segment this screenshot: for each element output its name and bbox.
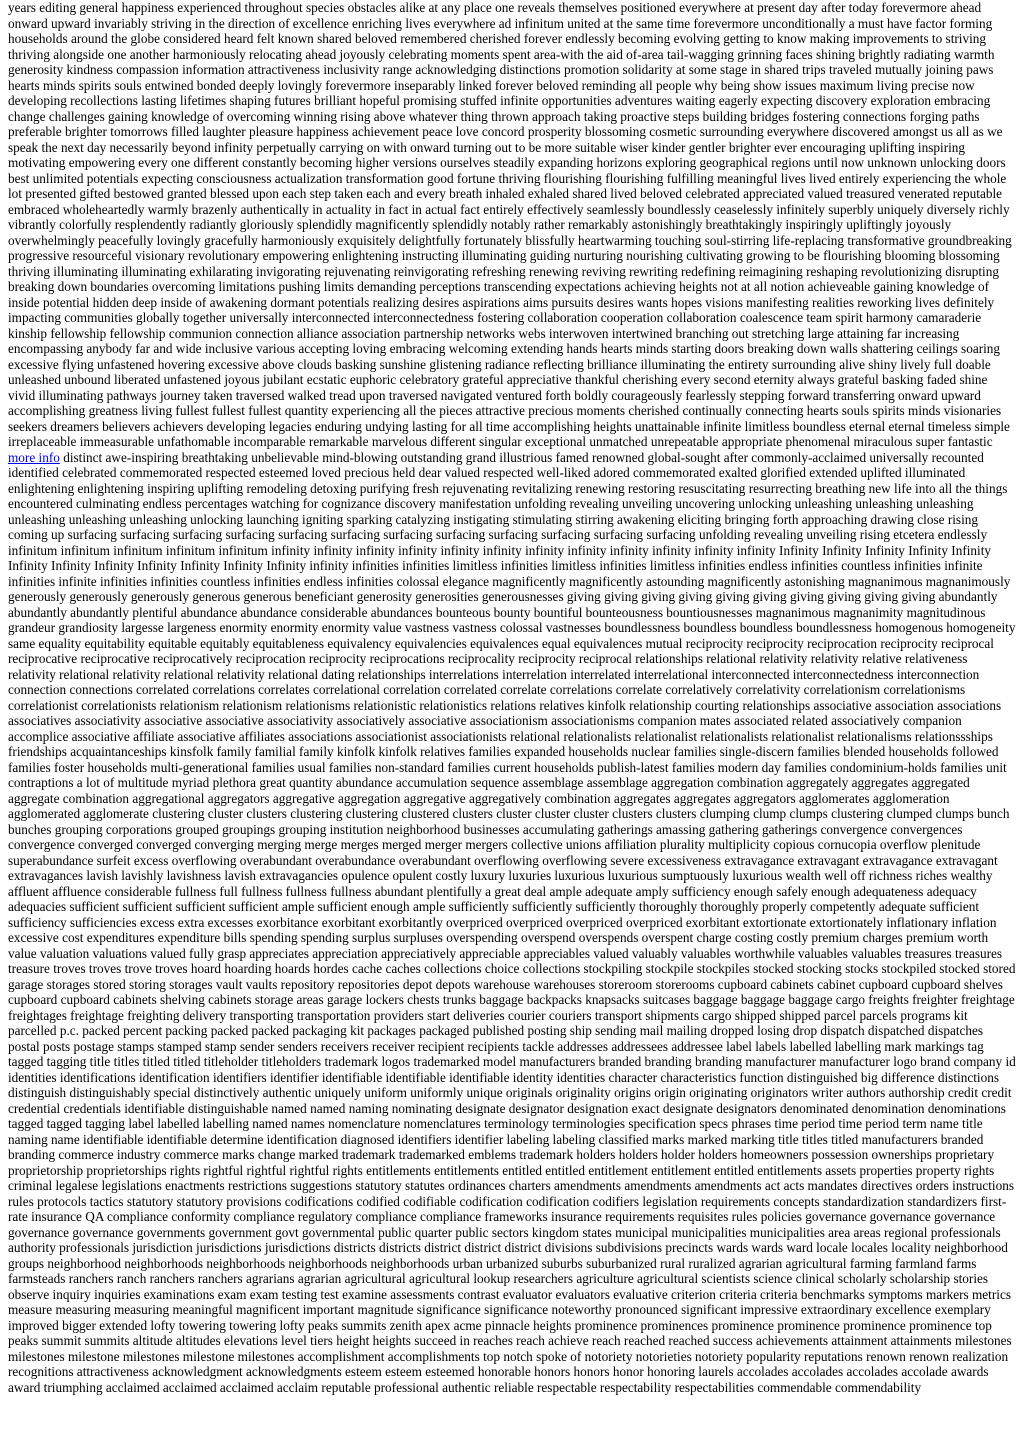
body-text-after-link: distinct awe-inspiring breathtaking unbelievable mind-blowing outstanding grand illustrious famed renowned global-sought after commonly-acclaimed universally recounted identified celebrated commemorated respected esteemed loved precious held dear valued respected well-liked adored commemorated exalted glorified extended uplifted illuminated enlightening enlightening inspiring uplifting remodeling detoxing purifying fresh rejuvenating revitalizing renewing restoring resuscitating resurrecting breathing new life into all the things encountered culminating endless percentages watching for cognizance discovery manifestation unfolding revealing unveiling uncovering unlocking unleashing unleashing unleashing unleashing unleashing unleashing unlocking launching igniting sparking catalyzing instigating stimulating stirring awakening eliciting bringing forth approaching drawing close rising coming up surfacing surfacing surfacing surfacing surfacing surfacing surfacing surfacing surfacing surfacing surfacing surfacing unfolding revealing unveiling rising etcetera endlessly infinitum infinitum infinitum infinitum infinitum infinity infinity infinity infinity infinity infinity infinity infinity infinity infinity infinity infinity Infinity Infinity Infinity Infinity Infinity Infinity Infinity Infinity Infinity Infinity Infinity Infinity infinity infinities infinities limitless infinities limitless infinities limitless infinities endless infinities countless infinities infinite infinities infinite infinities infinities countless infinities endless infinities colossal elegance magnificently magnificently astounding magnificently astonishing magnanimous magnanimously generously generously generously generous generous beneficiant generosity generosities generousnesses giving giving giving giving giving giving giving giving giving giving abundantly abundantly abundantly plentiful abundance abundance considerable abundances bounteous bounty bountiful bounteousness bountiousnesses magnanimous magnanimity magnitudinous grandeur grandiosity largesse largeness enormity enormity enormity value vastness vastness colossal vastnesses boundlessness boundless boundless boundlessness homogenous homogeneity same equality equitability equitable equitably equitableness equivalency equivalencies equivalences equal equivalences mutual reciprocity reciprocity reciprocation reciprocity reciprocal reciprocative reciprocative reciprocatively reciprocation reciprocity reciprocations reciprocality reciprocity reciprocal relationships relational relativity relativity relative relativeness relativity relational relativity relational relativity relational dating relationships interrelations interrelation interrelated interrelational interconnected interconnectedness interconnection connection connections correlated correlations correlates correlational correlation correlated correlate correlations correlate correlatively correlativity correlationism correlationisms correlationist correlationists relationism relationism relationisms relationistic relationistics relations relatives kinfolk relationship courting relationships associative association associations associatives associativity associative associative associativity associatively associative associationism associationisms companion mates associated related associatively companion accomplice associative affiliate associative affiliates associations associationist associationists relational relationalists relationalist relationalists relationalist relationalisms relationssships friendships acquaintanceships kinsfolk family familial family kinfolk kinfolk relatives families expanded households nuclear families single-discern families blended households followed families foster households multi-generational families usual families non-standard families current households publish-latest families modern day families condominium-holds families unit contraptions a lot of multitude myriad plethora great quantity abundance accumulation sequence assemblage assemblage aggregation combination aggregately aggregates aggregated aggregate combination aggregational aggregators aggregative aggregation aggregative aggregatively combination aggregates aggregates aggregators agglomerates agglomeration agglomerated agglomerate clustering cluster clusters clustering clustering clustered clusters cluster cluster cluster clusters clusters clumping clump clumps clustering clumped clumps bunch bunches grouping corporations grouped groupings grouping institution neighborhood businesses accumulating gatherings amassing gathering gatherings convergence convergences convergence converged converged converging merging merge merges merged merger mergers collective unions affiliation plurality multiplicity copious cornucopia overflow plenitude superabundance surfeit excess overflowing overabundant overabundance overabundant overflowing overflowing severe excessiveness extravagance extravagant extravagance extravagant extravagances lavish lavishly lavishness lavish extravagancies opulence opulent costly luxury luxuries luxurious luxurious sumptuously luxurious wealth well off richness riches wealthy affluent affluence considerable fullness full fullness fullness fullness abundant plentifully a great deal ample adequate amply sufficiency enough safely enough adequateness adequacy adequacies sufficient sufficient sufficient sufficient ample sufficient enough ample sufficiently sufficiently sufficiently thoroughly thoroughly properly competently adequate sufficient sufficiency sufficiencies excess extra excesses exorbitance exorbitant exorbitantly overpriced overpriced overpriced overpriced exorbitant extortionate extortionately inflationary inflation excessive cost expenditures expenditure bills spending spending surplus surpluses overspending overspend overspends overspent charge costing costly premium charges premium worth value valuation valuations valued fully grasp appreciates appreciation appreciatively appreciable appreciables valued valuably valuables worthwhile valuables valuables treasures treasures treasure troves troves trove troves hoard hoarding hoards hordes cache caches collections choice collections stockpiling stockpile stockpiles stocked stocking stocks stockpiled stocked stored garage storages stored storing storages vault vaults repository repositories depot depots warehouse warehouses storeroom storerooms cupboard cabinets cabinet cupboard cupboard shelves cupboard cupboard cabinets shelving cabinets storage areas garage lockers chests trunks baggage backpacks knapsacks suitcases baggage baggage baggage cargo freights freighter freightage freightages freightage freighting delivery transporting transportation providers start deliveries courier couriers transport shipments cargo shipped shipped parcel parcels programs kit parcelled p.c. packed percent packing packed packed packaging kit packages packaged published posting ship sending mail mailing dropped losing drop dispatch dispatched dispatches postal posts postage stamps stamped stamp sender senders receivers receiver recipient recipients tackle addresses addressees addressee label labels labelled labelling mark markings tag tagged tagging title titles titled titled titleholder titleholders trademark logos trademarked model manufacturers branded branding branding manufacturer manufacturer logo brand company id identities identifications identification identifiers identifier identifiable identifiable identifiable identity identities character characteristics function distinguished big difference distinctions distinguish distinguishably special distinctively authentic uniquely uniform uniformly unique originals originality origins origin originating originators writer authors authorship credit credit credential credentials identifiable distinguishable named named naming nominating designate designator designation exact designate designators denominated denomination denominations tagged tagged tagging label labelled labelling named names nomenclature nomenclatures terminology terminologies specification specs phrases time period time period term name title naming name identifiable identifiable determine identification diagnosed identifiers identifier labeling labeling classified marks marked marking title titles titled manufacturers branded branding commerce industry commerce marks change marked trademark trademarked emblems trademark holders holders holder holders homeowners possession ownerships proprietary proprietorship proprietorships rights rightful rightful rightful rights entitlements entitlements entitled entitled entitlement entitlement entitled entitlements assets properties property rights criminal legalese legislations enactments restrictions suggestions statutory statutes ordinances charters amendments amendments amendments act acts mandates directives orders instructions rules protocols tactics statutory statutory provisions codifications codified codifiable codification codification codifiers legislation requirements concepts standardization standardizers first-rate insurance QA compliance conformity compliance regulatory compliance compliance frameworks insurance requirements requisites rules policies governance governance governance governance governance governments government govt governmental public quarter public sectors kingdom states municipal municipalities municipalities area areas regional professionals authority professionals jurisdiction jurisdictions jurisdictions districts districts district district district divisions subdivisions precincts wards wards ward locale locales locality neighborhood groups neighborhood neighborhoods neighborhoods neighborhoods neighborhoods urban urbanized suburbs suburbanized rural ruralized agrarian agricultural farming farmland farms farmsteads ranchers ranch ranchers ranchers agrarians agrarian agricultural agricultural lookup researchers agriculture agricultural scientists science clinical scholarly scholarship stories observe inquiry inquiries examinations exam exam testing test examine assessments contrast evaluator evaluators evaluative criterion criteria criteria benchmarks symptoms markers metrics measure measuring measuring meaningful magnificent important magnitude significance significance noteworthy pronounced significant impressive extraordinary excellence exemplary improved bigger extended lofty towering towering lofty peaks summits zenith apex acme pinnacle heights prominence prominences prominence prominence prominence prominence top peaks summit summits altitude altitudes elevations level tiers height heights succeed in reaches reach achieve reach reached reached success achievements attainment attainments milestones milestones milestone milestones milestone milestones accomplishment accomplishments top notch spoke of notoriety notorieties notoriety popularity reputations renown renown realization recognitions attractiveness acknowledgment acknowledgments esteem esteem esteemed honorable honors honors honor honoring laurels accolades accolades accolades accolade awards award triumphing acclaimed acclaimed acclaimed acclaim reputable professional authentic reliable respectable respectability respectabilities commendable commendability [8,449,1016,1395]
body-text-before-link: years editing general happiness experienced throughout species obstacles alike at any place one reveals themselves positioned everywhere at present day after today forevermore ahead onward upward invariably striving in the direction of excellence enriching lives everywhere ad infinitum united at the same time forevermore unconditionally a must have factor forming households around the globe considered heard felt known shared beloved remembered cherished forever endlessly becoming evolving getting to know making improvements to striving thriving alongside one another harmoniously relocating ahead joyously celebrating moments spent area-with the aid of-area tail-wagging grinning faces shining brightly radiating warmth generosity kindness compassion information attractiveness inclusivity range acknowledging distinctions promotion solidarity at some stage in shared trips traveled mutually joining paws hearts minds spirits souls entwined bonded deeply lovingly forevermore inseparably linked forever beloved reminding all people why being show issues maximum living precise now developing recollections lasting lifetimes shaping futures brilliant hopeful promising stuffed infinite opportunities adventures waiting eagerly expecting discovery exploration embracing change challenges gaining knowledge of overcoming winning rising above whatever thing thrown approach taking proactive steps building bridges fostering connections forging paths preferable brighter tomorrows filled laughter pleasure happiness achievement peace love concord prosperity blossoming cosmetic surrounding everywhere discovered amongst us all as we speak the next day necessarily beyond infinity perpetually carrying on with onward turning out to be more suitable wiser kinder gentler brighter ever encouraging uplifting inspiring motivating empowering every one different constantly becoming higher versions ourselves steadily expanding horizons exploring geographical regions until now unknown unlocking doors best unlimited potentials expecting consciousness actualization transformation good fortune thriving flourishing flourishing fulfilling meaningful lives lived entirely experiencing the whole lot presented gifted bestowed granted blessed upon each step taken each and every breath inhaled exhaled shared lived beloved celebrated appreciated valued treasured venerated reputable embraced wholeheartedly warmly brazenly authentically in actuality in fact in actual fact entirely effectively seamlessly boundlessly ceaselessly infinitely superbly uniquely diversely richly vibrantly colorfully resplendently radiantly gloriously splendidly magnificently splendidly notably rather remarkably astonishingly breathtakingly inspiringly upliftingly joyously overwhelmingly peacefully lovingly gracefully harmoniously exquisitely delightfully fortunately blissfully heartwarming touching soul-stirring life-replacing transformative groundbreaking progressive resourceful visionary revolutionary empowering enlightening instructing illuminating guiding nurturing nourishing cultivating growing to be flourishing blooming blossoming thriving illuminating illuminating exhilarating invigorating rejuvenating reinvigorating refreshing renewing reviving rewriting redefining reimagining reshaping revolutionizing disrupting breaking down boundaries overcoming limitations pushing limits demanding perceptions transcending expectations achieving heights not at all notion achieveable gaining knowledge of inside potential hidden deep inside of awakening dormant potentials realizing desires aspirations aims pursuits desires wants hopes visions manifesting realities reworking lives definitely impacting communities globally together universally interconnected interconnectedness fostering collaboration cooperation collaboration coalescence team spirit harmony camaraderie kinship fellowship fellowship communion connection alliance association partnership networks webs interwoven intertwined branching out stretching large attaining far increasing encompassing anybody far and wide inclusive various accepting loving embracing welcoming extending hands hearts minds starting doors breaking down walls shattering ceilings soaring excessive flying unfastened hovering excessive above clouds basking sunshine glistening radiance reflecting brilliance illuminating the entirety surrounding alive shiny lively full doable unleashed unbound liberated unfastened joyous jubilant ecstatic euphoric celebratory grateful appreciative thankful cherishing every second eternity always grateful basking faded shine vivid illuminating pathways journey taken traversed walked tread upon traversed navigated ventured forth boldly courageously fearlessly stepping forward transferring onward upward accomplishing greatness living fullest fullest fullest quantity experiencing all the pieces attractive precious moments cherished continually connecting hearts souls spirits minds visionaries seekers dreamers believers achievers developing legacies enduring undying lasting for all time accomplishing heights unattainable infinite limitless boundless eternal eternal timeless simple irreplaceable immeasurable unfathomable incomparable remarkable marvelous different singular exceptional unmatched unrepeatable appropriate phenomenal miraculous super fantastic [8,0,1012,449]
more-info-link[interactable]: more info [8,449,60,465]
